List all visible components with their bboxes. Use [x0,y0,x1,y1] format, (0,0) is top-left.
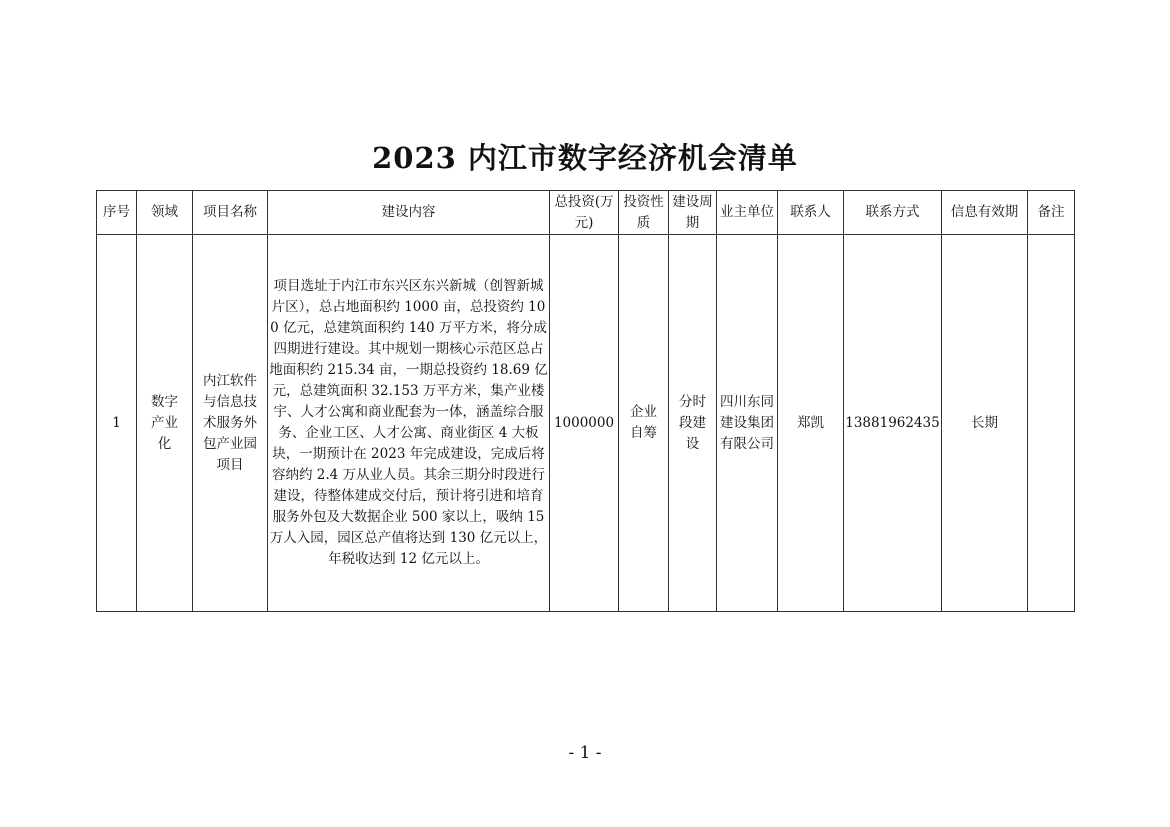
page-number: - 1 - [568,743,602,763]
cell-contact-person: 郑凯 [778,235,844,612]
header-total-investment: 总投资(万元) [550,191,619,235]
header-field: 领域 [137,191,193,235]
cell-construction-period: 分时段建设 [669,235,717,612]
cell-field: 数字产业化 [137,235,193,612]
header-validity: 信息有效期 [942,191,1028,235]
cell-contact-phone: 13881962435 [844,235,942,612]
header-remarks: 备注 [1028,191,1075,235]
cell-index: 1 [97,235,137,612]
header-content: 建设内容 [268,191,550,235]
cell-validity: 长期 [942,235,1028,612]
page-title: 2023 内江市数字经济机会清单 [372,141,798,175]
table-header-row [97,191,1075,235]
opportunity-table [96,190,1075,612]
table-row [97,235,1075,612]
cell-remarks [1028,235,1075,612]
header-index: 序号 [97,191,137,235]
cell-content: 项目选址于内江市东兴区东兴新城（创智新城片区），总占地面积约 1000 亩，总投资约 100 亿元，总建筑面积约 140 万平方米，将分成四期进行建设。其中规划一期核心示范区总占地面积约 215.34 亩，一期总投资约 18.69 亿元，总建筑面积 32.153 万平方米，集产业楼宇、人才公寓和商业配套为一体，涵盖综合服务、企业工区、人才公寓、商业街区 4 大板块，一期预计在 2023 年完成建设，完成后将容纳约 2.4 万从业人员。其余三期分时段进行建设，待整体建成交付后，预计将引进和培育服务外包及大数据企业 500 家以上，吸纳 15 万人入园，园区总产值将达到 130 亿元以上，年税收达到 12 亿元以上。 [268,235,550,612]
cell-project-name: 内江软件与信息技术服务外包产业园项目 [193,235,268,612]
header-owner: 业主单位 [717,191,778,235]
cell-investment-nature: 企业自筹 [619,235,669,612]
cell-owner: 四川东同建设集团有限公司 [717,235,778,612]
cell-total-investment: 1000000 [550,235,619,612]
header-project-name: 项目名称 [193,191,268,235]
header-investment-nature: 投资性质 [619,191,669,235]
header-contact-person: 联系人 [778,191,844,235]
header-construction-period: 建设周期 [669,191,717,235]
header-contact-phone: 联系方式 [844,191,942,235]
